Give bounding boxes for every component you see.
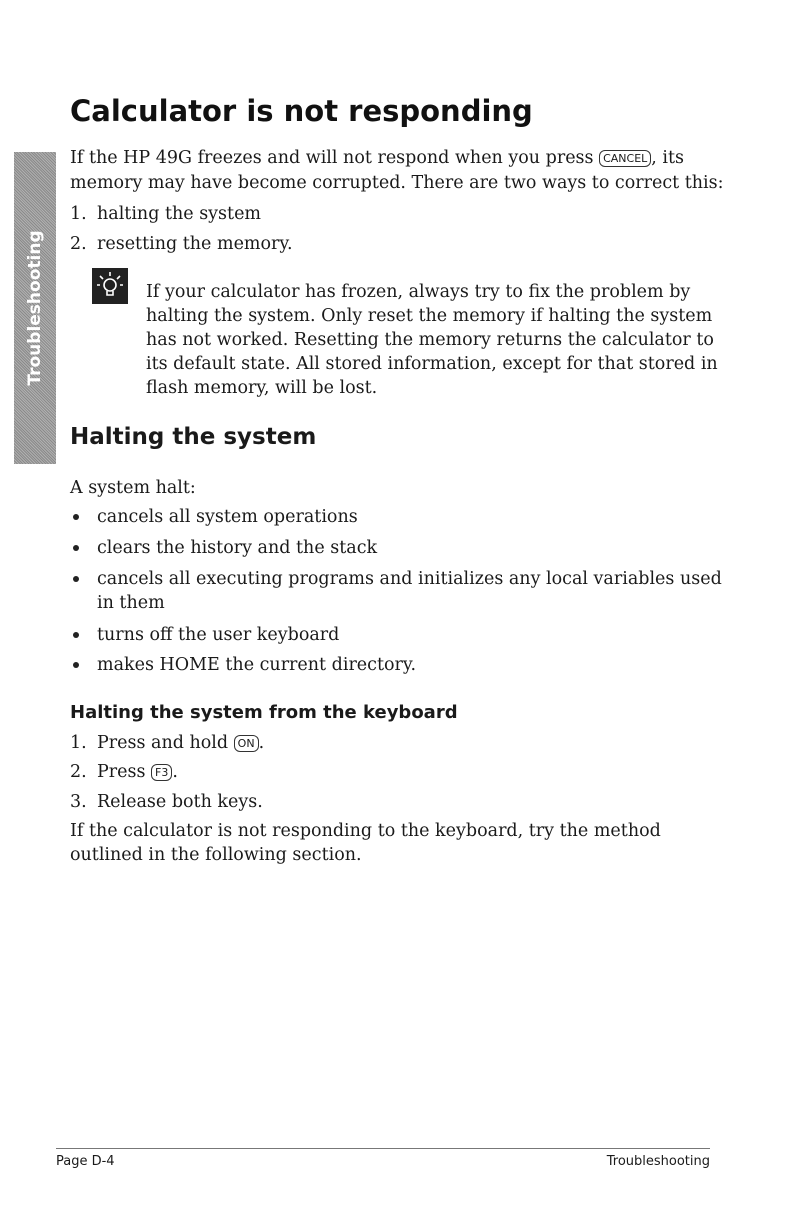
tip-line: If your calculator has frozen, always try to fix the problem by	[146, 282, 691, 302]
side-tab-label: Troubleshooting	[25, 230, 45, 386]
list-item: halting the system	[97, 204, 262, 224]
tip-line: has not worked. Resetting the memory returns the calculator to	[146, 330, 714, 350]
list-number: 2.	[70, 234, 87, 254]
step-item	[97, 731, 264, 756]
page-title: Calculator is not responding	[70, 94, 533, 128]
page-number: Page D-4	[56, 1154, 115, 1169]
bullet-icon	[73, 545, 79, 551]
intro-text-end: , its	[651, 148, 685, 168]
on-key: ON	[234, 735, 259, 752]
bullet-item: cancels all system operations	[97, 507, 358, 527]
list-item: resetting the memory.	[97, 234, 293, 254]
intro-text: If the HP 49G freezes and will not respond when you press	[70, 148, 600, 168]
subsection-heading: Halting the system from the keyboard	[70, 702, 458, 723]
intro-line-2: memory may have become corrupted. There are two ways to correct this:	[70, 173, 724, 193]
tip-line: halting the system. Only reset the memory if halting the system	[146, 306, 713, 326]
step-item: Release both keys.	[97, 792, 263, 812]
bullet-item: turns off the user keyboard	[97, 625, 340, 645]
tip-line: its default state. All stored information, except for that stored in	[146, 354, 718, 374]
step-item	[97, 760, 178, 785]
step-number: 2.	[70, 762, 87, 782]
bullet-icon	[73, 632, 79, 638]
bullet-item: makes HOME the current directory.	[97, 655, 417, 675]
section-heading: Halting the system	[70, 424, 317, 450]
footer-rule	[56, 1148, 710, 1149]
step-end: .	[258, 733, 265, 753]
section-lead: A system halt:	[70, 478, 196, 498]
step-text: Press and hold	[97, 733, 234, 753]
bullet-icon	[73, 514, 79, 520]
cancel-key: CANCEL	[599, 150, 651, 167]
step-number: 3.	[70, 792, 87, 812]
footer-section-name: Troubleshooting	[606, 1154, 710, 1169]
step-text: Press	[97, 762, 152, 782]
step-number: 1.	[70, 733, 87, 753]
intro-line-1	[70, 146, 684, 171]
list-number: 1.	[70, 204, 87, 224]
bullet-item: cancels all executing programs and initializes any local variables used	[97, 569, 722, 589]
bullet-icon	[73, 576, 79, 582]
bullet-item: clears the history and the stack	[97, 538, 378, 558]
f3-key: F3	[151, 764, 172, 781]
bullet-item-continued: in them	[97, 593, 165, 613]
step-end: .	[172, 762, 178, 782]
closing-line: If the calculator is not responding to the keyboard, try the method	[70, 821, 661, 841]
bullet-icon	[73, 662, 79, 668]
closing-line: outlined in the following section.	[70, 845, 362, 865]
tip-line: flash memory, will be lost.	[146, 378, 378, 398]
section-side-tab	[14, 152, 56, 464]
lightbulb-tip-icon	[92, 268, 128, 304]
